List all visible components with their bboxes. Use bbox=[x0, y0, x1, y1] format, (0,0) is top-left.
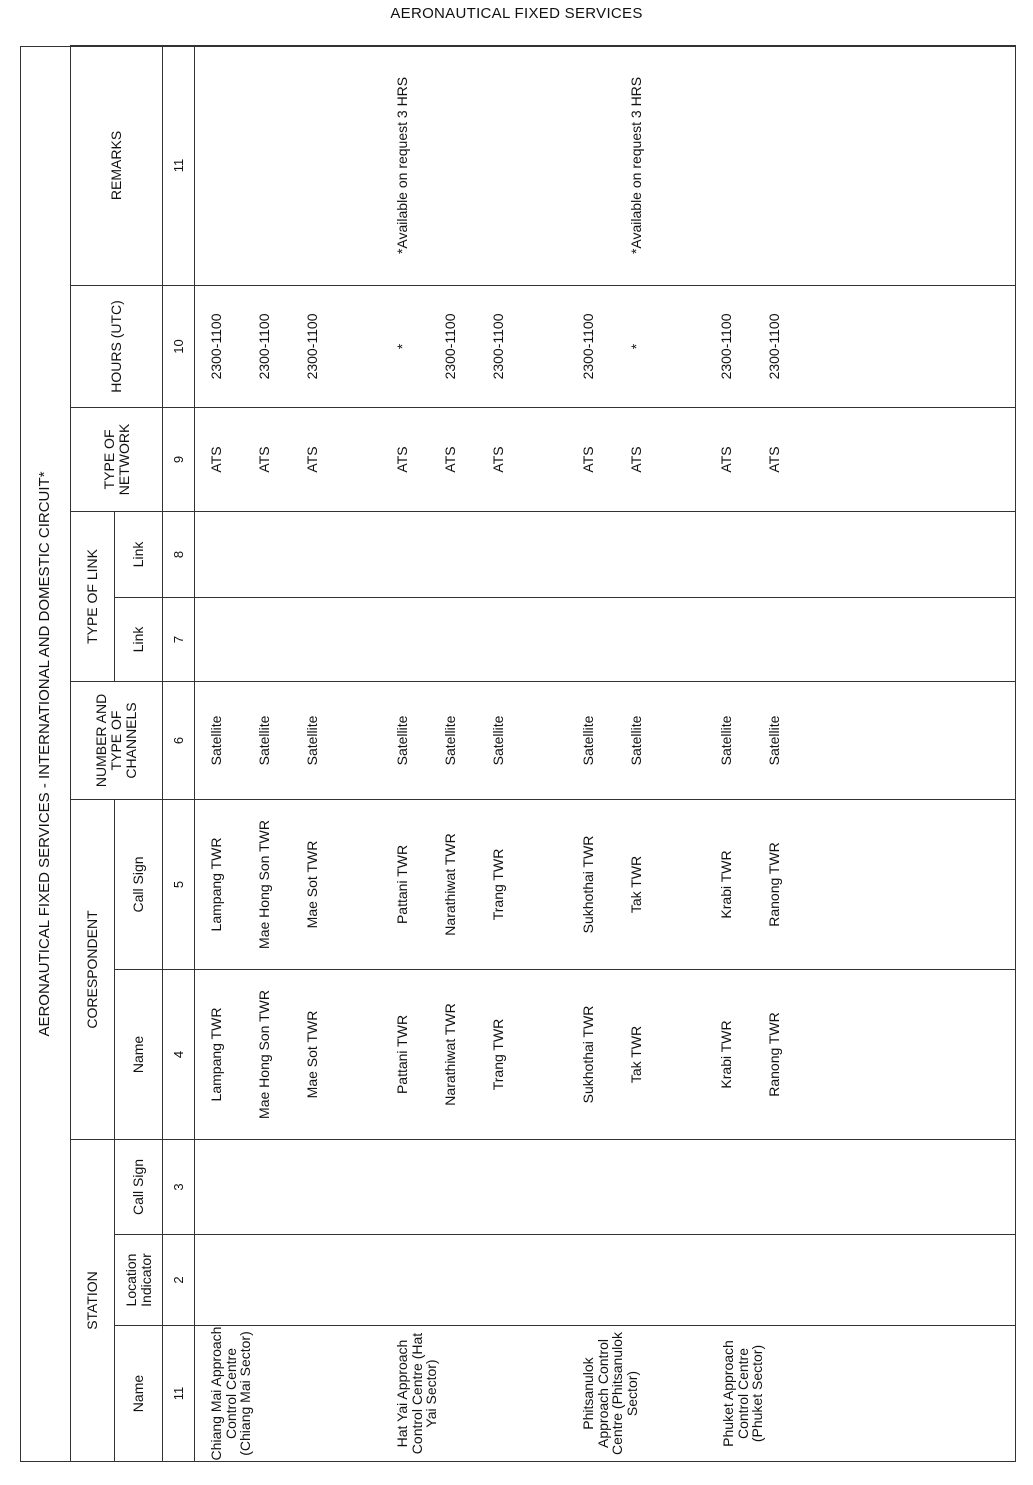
network-type: ATS bbox=[304, 446, 320, 473]
col-number: 2 bbox=[163, 1235, 195, 1326]
corr-name: Pattani TWR bbox=[394, 1014, 410, 1095]
network-type: ATS bbox=[394, 446, 410, 473]
remark: *Available on request 3 HRS bbox=[394, 76, 410, 255]
col-number: 8 bbox=[163, 511, 195, 597]
channel-type: Satellite bbox=[580, 715, 596, 766]
corr-call-sign: Lampang TWR bbox=[208, 837, 224, 932]
corr-call-sign: Mae Hong Son TWR bbox=[256, 820, 272, 949]
network-type: ATS bbox=[490, 446, 506, 473]
station-name: Phitsanulok Approach Control Centre (Phitsanulok Sector) bbox=[580, 1332, 641, 1455]
header-link-2: Link bbox=[115, 511, 163, 597]
corr-name: Mae Sot TWR bbox=[304, 1010, 320, 1099]
station-name: Phuket Approach Control Centre (Phuket Sector) bbox=[720, 1340, 766, 1447]
col-number: 7 bbox=[163, 597, 195, 681]
hours-value: 2300-1100 bbox=[442, 313, 458, 380]
channel-type: Satellite bbox=[394, 715, 410, 766]
col-number: 11 bbox=[163, 1326, 195, 1462]
corr-name: Sukhothai TWR bbox=[580, 1005, 596, 1104]
corr-call-sign: Mae Sot TWR bbox=[304, 840, 320, 929]
col-number: 9 bbox=[163, 407, 195, 511]
corr-name: Ranong TWR bbox=[766, 1012, 782, 1097]
network-type: ATS bbox=[208, 446, 224, 473]
header-station: STATION bbox=[71, 1139, 115, 1461]
col-number: 11 bbox=[163, 45, 195, 285]
header-corr-call-sign: Call Sign bbox=[115, 799, 163, 969]
hours-value: 2300-1100 bbox=[718, 313, 734, 380]
network-type: ATS bbox=[580, 446, 596, 473]
channel-type: Satellite bbox=[304, 715, 320, 766]
channel-type: Satellite bbox=[208, 715, 224, 766]
network-type: ATS bbox=[442, 446, 458, 473]
corr-name: Lampang TWR bbox=[208, 1007, 224, 1102]
corr-call-sign: Trang TWR bbox=[490, 848, 506, 921]
corr-call-sign: Ranong TWR bbox=[766, 842, 782, 927]
station-name: Hat Yai Approach Control Centre (Hat Yai Sector) bbox=[394, 1332, 440, 1455]
header-station-call-sign: Call Sign bbox=[115, 1139, 163, 1234]
hours-value: 2300-1100 bbox=[766, 313, 782, 380]
page-title: AERONAUTICAL FIXED SERVICES bbox=[390, 5, 643, 22]
corr-call-sign: Pattani TWR bbox=[394, 844, 410, 925]
channel-type: Satellite bbox=[766, 715, 782, 766]
header-station-name: Name bbox=[115, 1326, 163, 1462]
corr-call-sign: Tak TWR bbox=[628, 855, 644, 914]
page-frame bbox=[20, 46, 1016, 1462]
channel-type: Satellite bbox=[628, 715, 644, 766]
circuit-title: AERONAUTICAL FIXED SERVICES - INTERNATIONAL AND DOMESTIC CIRCUIT* bbox=[36, 471, 53, 1037]
corr-call-sign: Krabi TWR bbox=[718, 850, 734, 919]
channel-type: Satellite bbox=[718, 715, 734, 766]
header-correspondent: CORESPONDENT bbox=[71, 799, 115, 1139]
header-location-indicator: Location Indicator bbox=[115, 1235, 163, 1326]
station-name: Chiang Mai Approach Control Centre (Chiang Mai Sector) bbox=[208, 1326, 254, 1461]
col-number: 6 bbox=[163, 681, 195, 799]
network-type: ATS bbox=[766, 446, 782, 473]
corr-name: Mae Hong Son TWR bbox=[256, 990, 272, 1119]
hours-value: 2300-1100 bbox=[208, 313, 224, 380]
hours-value: * bbox=[628, 343, 644, 350]
header-link-1: Link bbox=[115, 597, 163, 681]
header-type-of-link: TYPE OF LINK bbox=[71, 511, 115, 681]
header-channels: NUMBER AND TYPE OF CHANNELS bbox=[71, 681, 163, 799]
header-remarks: REMARKS bbox=[71, 45, 163, 285]
col-number: 3 bbox=[163, 1139, 195, 1234]
network-type: ATS bbox=[628, 446, 644, 473]
network-type: ATS bbox=[256, 446, 272, 473]
col-number: 5 bbox=[163, 799, 195, 969]
corr-name: Trang TWR bbox=[490, 1018, 506, 1091]
remark: *Available on request 3 HRS bbox=[628, 76, 644, 255]
hours-value: * bbox=[394, 343, 410, 350]
channel-type: Satellite bbox=[256, 715, 272, 766]
corr-call-sign: Sukhothai TWR bbox=[580, 835, 596, 934]
header-network: TYPE OF NETWORK bbox=[71, 407, 163, 511]
hours-value: 2300-1100 bbox=[304, 313, 320, 380]
header-corr-name: Name bbox=[115, 969, 163, 1139]
col-number: 4 bbox=[163, 969, 195, 1139]
hours-value: 2300-1100 bbox=[580, 313, 596, 380]
header-hours: HOURS (UTC) bbox=[71, 285, 163, 407]
hours-value: 2300-1100 bbox=[256, 313, 272, 380]
corr-call-sign: Narathiwat TWR bbox=[442, 833, 458, 936]
hours-value: 2300-1100 bbox=[490, 313, 506, 380]
channel-type: Satellite bbox=[442, 715, 458, 766]
channel-type: Satellite bbox=[490, 715, 506, 766]
corr-name: Tak TWR bbox=[628, 1025, 644, 1084]
col-number: 10 bbox=[163, 285, 195, 407]
network-type: ATS bbox=[718, 446, 734, 473]
corr-name: Narathiwat TWR bbox=[442, 1003, 458, 1106]
corr-name: Krabi TWR bbox=[718, 1020, 734, 1089]
